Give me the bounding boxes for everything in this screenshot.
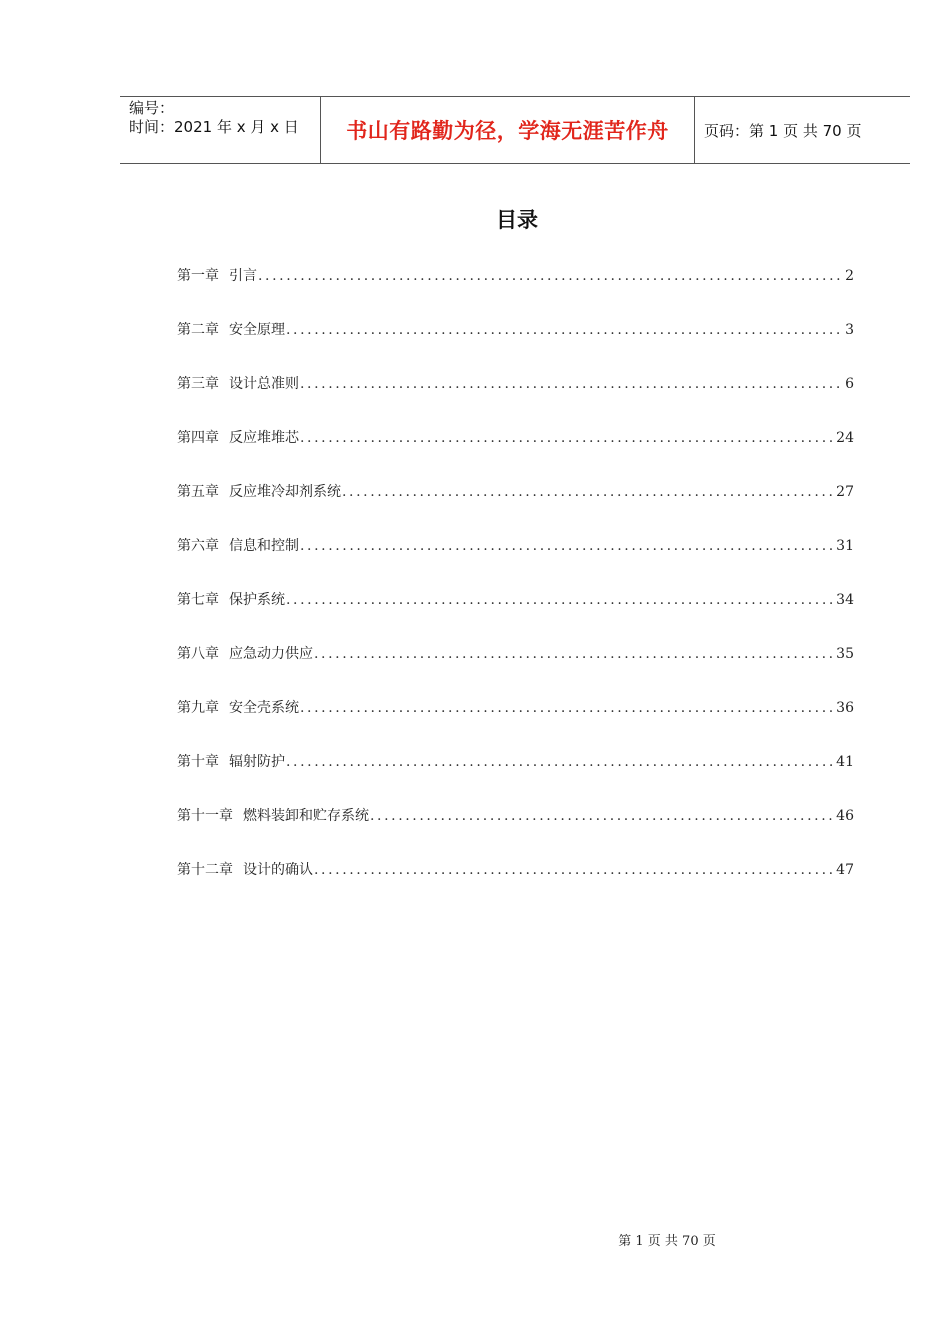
toc-title: 目录 <box>496 208 538 232</box>
toc-dot-leader <box>314 646 835 662</box>
toc-heading: 反应堆堆芯 <box>229 430 299 446</box>
toc-entry[interactable] <box>177 319 854 373</box>
toc-chapter-number: 第九章 <box>177 700 219 716</box>
toc-page-number: 24 <box>836 430 854 446</box>
toc-dot-leader <box>300 430 835 446</box>
toc-page-number: 6 <box>845 376 854 392</box>
toc-chapter-number: 第二章 <box>177 322 219 338</box>
toc-heading: 反应堆冷却剂系统 <box>229 484 341 500</box>
toc-heading: 引言 <box>229 268 257 284</box>
toc-dot-leader <box>300 700 835 716</box>
toc-heading: 保护系统 <box>229 592 285 608</box>
toc-chapter-number: 第七章 <box>177 592 219 608</box>
table-of-contents <box>177 265 854 913</box>
toc-dot-leader <box>286 592 835 608</box>
toc-entry[interactable] <box>177 373 854 427</box>
toc-entry[interactable] <box>177 805 854 859</box>
toc-entry[interactable] <box>177 697 854 751</box>
header-page-info: 页码：第 1 页 共 70 页 <box>704 121 862 140</box>
toc-chapter-number: 第一章 <box>177 268 219 284</box>
toc-page-number: 3 <box>845 322 854 338</box>
document-date: 时间：2021 年 x 月 x 日 <box>129 118 299 136</box>
toc-dot-leader <box>342 484 835 500</box>
toc-chapter-number: 第三章 <box>177 376 219 392</box>
toc-heading: 安全原理 <box>229 322 285 338</box>
toc-dot-leader <box>286 322 844 338</box>
toc-chapter-number: 第五章 <box>177 484 219 500</box>
toc-entry[interactable] <box>177 427 854 481</box>
toc-chapter-number: 第十二章 <box>177 862 233 878</box>
toc-page-number: 27 <box>836 484 854 500</box>
toc-dot-leader <box>258 268 844 284</box>
toc-dot-leader <box>370 808 835 824</box>
footer-page-number: 第 1 页 共 70 页 <box>618 1234 716 1249</box>
toc-chapter-number: 第六章 <box>177 538 219 554</box>
header-meta-cell <box>120 97 321 163</box>
toc-entry[interactable] <box>177 859 854 913</box>
toc-chapter-number: 第四章 <box>177 430 219 446</box>
header-page-cell <box>695 97 910 163</box>
toc-heading: 信息和控制 <box>229 538 299 554</box>
toc-heading: 设计总准则 <box>229 376 299 392</box>
toc-chapter-number: 第十一章 <box>177 808 233 824</box>
toc-entry[interactable] <box>177 481 854 535</box>
page-footer <box>0 1230 950 1249</box>
toc-page-number: 2 <box>845 268 854 284</box>
toc-heading: 辐射防护 <box>229 754 285 770</box>
toc-entry[interactable] <box>177 643 854 697</box>
toc-dot-leader <box>314 862 835 878</box>
toc-chapter-number: 第十章 <box>177 754 219 770</box>
toc-page-number: 36 <box>836 700 854 716</box>
toc-dot-leader <box>300 376 844 392</box>
header-motto: 书山有路勤为径，学海无涯苦作舟 <box>346 119 669 143</box>
toc-chapter-number: 第八章 <box>177 646 219 662</box>
document-number-label: 编号： <box>129 99 175 117</box>
toc-dot-leader <box>300 538 835 554</box>
toc-page-number: 41 <box>836 754 854 770</box>
document-header <box>120 96 910 164</box>
toc-dot-leader <box>286 754 835 770</box>
toc-heading: 设计的确认 <box>243 862 313 878</box>
toc-heading: 应急动力供应 <box>229 646 313 662</box>
toc-page-number: 47 <box>836 862 854 878</box>
toc-page-number: 46 <box>836 808 854 824</box>
toc-heading: 燃料装卸和贮存系统 <box>243 808 369 824</box>
toc-entry[interactable] <box>177 751 854 805</box>
toc-page-number: 35 <box>836 646 854 662</box>
toc-entry[interactable] <box>177 265 854 319</box>
toc-entry[interactable] <box>177 589 854 643</box>
toc-page-number: 34 <box>836 592 854 608</box>
toc-heading: 安全壳系统 <box>229 700 299 716</box>
toc-page-number: 31 <box>836 538 854 554</box>
header-motto-cell <box>321 97 695 163</box>
toc-entry[interactable] <box>177 535 854 589</box>
